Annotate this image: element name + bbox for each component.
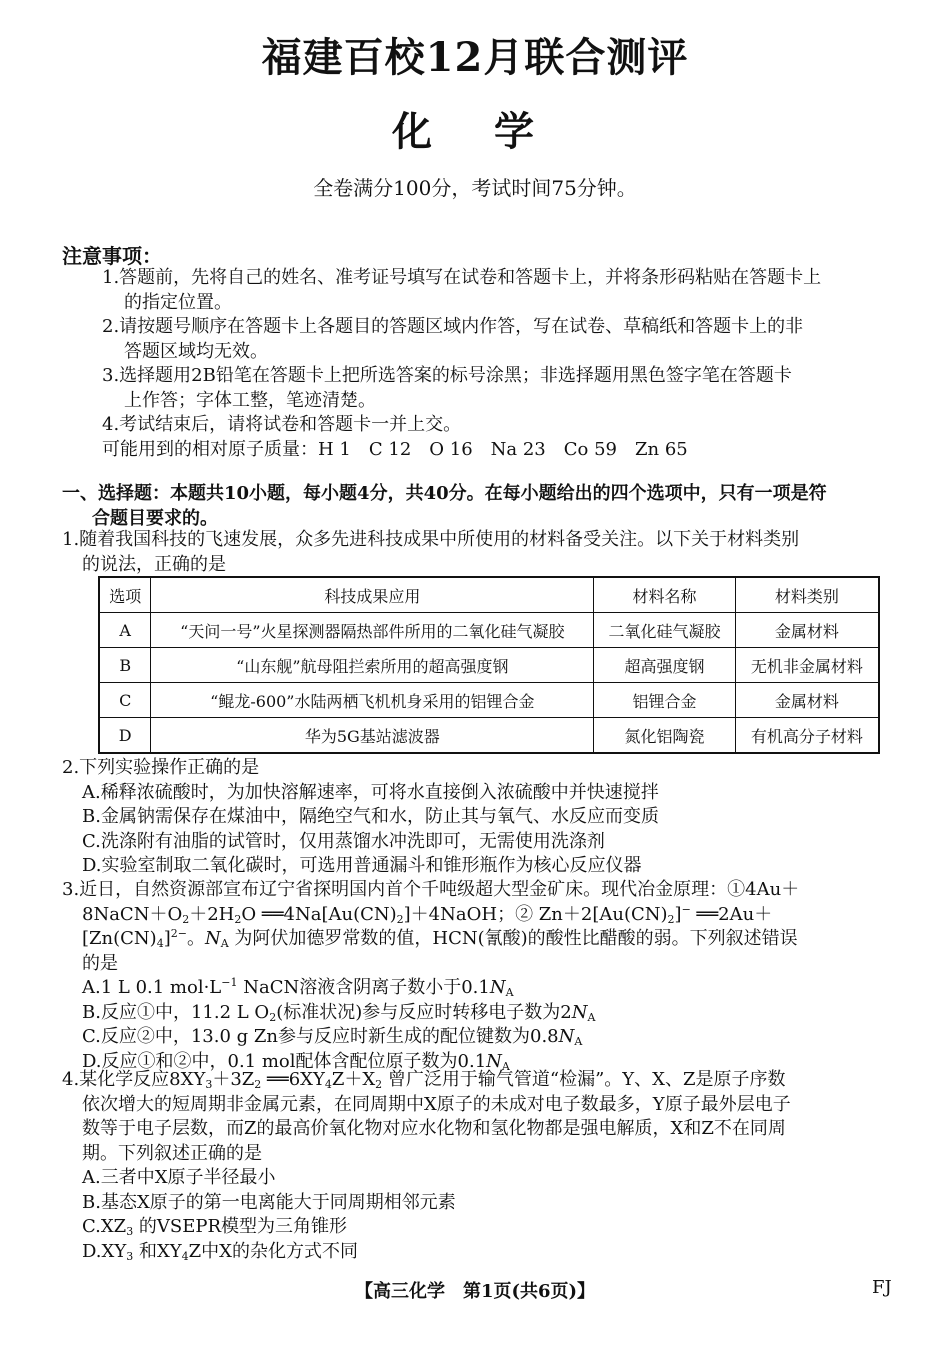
materials-table <box>98 576 880 754</box>
question-stem: 的说法，正确的是 <box>82 553 226 575</box>
option-c: C.洗涤附有油脂的试管时，仅用蒸馏水冲洗即可，无需使用洗涤剂 <box>82 830 605 852</box>
table-cell: 金属材料 <box>735 683 879 718</box>
note-line: 上作答；字体工整，笔迹清楚。 <box>124 389 376 411</box>
table-header-row <box>99 577 879 613</box>
table-cell: D <box>99 718 151 754</box>
table-cell: 铝锂合金 <box>594 683 736 718</box>
table-cell: 无机非金属材料 <box>735 648 879 683</box>
note-line: 3.选择题用2B铅笔在答题卡上把所选答案的标号涂黑；非选择题用黑色签字笔在答题卡 <box>102 365 792 386</box>
table-row <box>99 613 879 648</box>
option-a: A.三者中X原子半径最小 <box>82 1167 276 1188</box>
question-stem: 的是 <box>82 952 118 974</box>
score-info: 全卷满分100分，考试时间75分钟。 <box>313 176 637 200</box>
option-b: B.金属钠需保存在煤油中，隔绝空气和水，防止其与氧气、水反应而变质 <box>82 806 659 827</box>
table-cell: “天问一号”火星探测器隔热部件所用的二氧化硅气凝胶 <box>151 613 594 648</box>
question-stem: 4.某化学反应$8XY_3+3Z_2$ $══6XY_4Z+X_2$ 曾广泛用于输气管道“检漏”。Y、X、Z是原子序数 <box>62 1069 786 1091</box>
question-1 <box>62 528 900 577</box>
question-stem: 依次增大的短周期非金属元素，在同周期中X原子的未成对电子数最多，Y原子最外层电子 <box>82 1093 791 1115</box>
notes-list <box>62 266 900 462</box>
subject-title: 化 学 <box>392 108 558 155</box>
question-stem: 2.下列实验操作正确的是 <box>62 757 260 778</box>
table-cell: B <box>99 648 151 683</box>
note-line: 的指定位置。 <box>124 291 232 313</box>
table-header: 科技成果应用 <box>151 577 594 613</box>
option-b: B.基态X原子的第一电离能大于同周期相邻元素 <box>82 1191 456 1213</box>
table-header: 材料名称 <box>594 577 736 613</box>
table-cell: A <box>99 613 151 648</box>
question-stem: 3.近日，自然资源部宣布辽宁省探明国内首个千吨级超大型金矿床。现代冶金原理：①4Au＋ <box>62 879 800 900</box>
region-code: FJ <box>872 1277 892 1298</box>
question-3 <box>62 878 900 1074</box>
note-line: 2.请按题号顺序在答题卡上各题目的答题区域内作答，写在试卷、草稿纸和答题卡上的非 <box>102 316 804 337</box>
table-cell: 有机高分子材料 <box>735 718 879 754</box>
option-b: B.反应①中，11.2 L $O_2$(标准状况)参与反应时转移电子数为$2N_A$ <box>82 1001 596 1024</box>
table-cell: 氮化铝陶瓷 <box>594 718 736 754</box>
option-d: $D.XY_3$ 和$XY_4Z$中X的杂化方式不同 <box>82 1240 358 1263</box>
table-cell: 华为5G基站滤波器 <box>151 718 594 754</box>
table-row <box>99 648 879 683</box>
note-line: 1.答题前，先将自己的姓名、准考证号填写在试卷和答题卡上，并将条形码粘贴在答题卡上 <box>102 267 822 288</box>
table-row <box>99 718 879 754</box>
option-c: $C.XZ_3$ 的VSEPR模型为三角锥形 <box>82 1216 348 1238</box>
table-cell: C <box>99 683 151 718</box>
question-stem: 数等于电子层数，而Z的最高价氧化物对应水化物和氢化物都是强电解质，X和Z不在同周 <box>82 1118 786 1139</box>
table-header: 选项 <box>99 577 151 613</box>
question-4 <box>62 1068 900 1264</box>
section-line: 一、选择题：本题共10小题，每小题4分，共40分。在每小题给出的四个选项中，只有一项是符 <box>62 483 827 504</box>
question-stem: $8NaCN+O_2+2H_2O$ $══4Na[Au(CN)_2]+4NaOH$；② $Zn+2[Au(CN)_2]^-$ ══2Au＋ <box>82 902 773 926</box>
option-d: D.实验室制取二氧化碳时，可选用普通漏斗和锥形瓶作为核心反应仪器 <box>82 855 642 876</box>
table-cell: 金属材料 <box>735 613 879 648</box>
table-cell: “鲲龙-600”水陆两栖飞机机身采用的铝锂合金 <box>151 683 594 718</box>
note-line: 4.考试结束后，请将试卷和答题卡一并上交。 <box>102 414 462 435</box>
question-stem: $[Zn(CN)_4]^{2-}$。$N_A$ 为阿伏加德罗常数的值，HCN(氰酸)的酸性比醋酸的弱。下列叙述错误 <box>82 927 798 950</box>
option-d: D.反应①和②中，0.1 mol配体含配位原子数为$0.1N_A$ <box>82 1050 510 1073</box>
table-cell: “山东舰”航母阻拦索所用的超高强度钢 <box>151 648 594 683</box>
table-cell: 二氧化硅气凝胶 <box>594 613 736 648</box>
question-stem: 1.随着我国科技的飞速发展，众多先进科技成果中所使用的材料备受关注。以下关于材料类别 <box>62 529 800 550</box>
question-2 <box>62 756 900 879</box>
table-row <box>99 683 879 718</box>
option-c: C.反应②中，13.0 g Zn参与反应时新生成的配位键数为$0.8N_A$ <box>82 1026 583 1048</box>
table-cell: 超高强度钢 <box>594 648 736 683</box>
exam-title: 福建百校12月联合测评 <box>261 34 689 81</box>
table-header: 材料类别 <box>735 577 879 613</box>
question-stem: 期。下列叙述正确的是 <box>82 1142 262 1164</box>
page-footer: 【高三化学 第1页(共6页)】 <box>354 1281 596 1302</box>
option-a: A.稀释浓硫酸时，为加快溶解速率，可将水直接倒入浓硫酸中并快速搅拌 <box>82 781 659 803</box>
note-line: 答题区域均无效。 <box>124 340 268 362</box>
option-a: A.1 L 0.1 $mol\cdot L^{-1}$ NaCN溶液含阴离子数小于$0.1N_A$ <box>82 976 514 999</box>
notes-heading: 注意事项： <box>62 244 162 268</box>
section-line: 合题目要求的。 <box>92 507 218 529</box>
atomic-masses: 可能用到的相对原子质量：H 1 C 12 O 16 Na 23 Co 59 Zn 65 <box>102 438 688 460</box>
section-one-heading <box>62 482 900 531</box>
